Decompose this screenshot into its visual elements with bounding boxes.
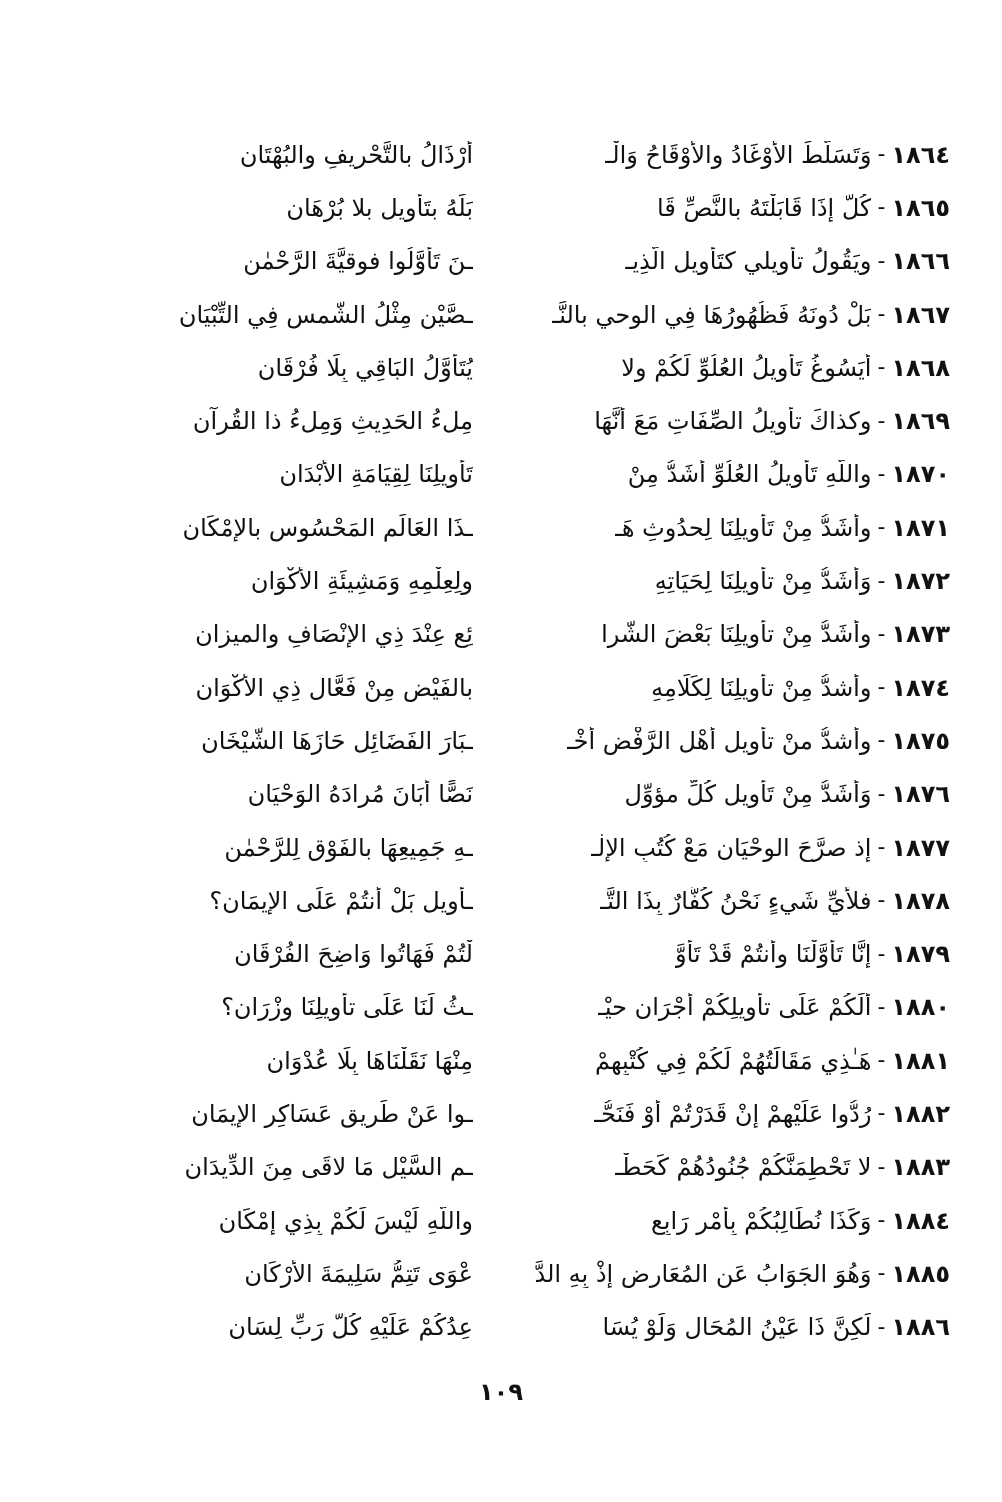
verse-line [60,768,950,821]
verse-second-hemistich: يُتَأَوَّلُ البَاقِي بِلَا فُرْقَانِ [257,353,473,382]
verse-number-dash: - [877,515,886,541]
verse-number-dash: - [877,994,886,1020]
poem-body [60,128,950,1354]
verse-number-dash: - [877,675,886,701]
verse-line [60,1141,950,1194]
verse-second-hemistich: ـأويلِ بَلْ أنتُمْ عَلَى الإيمَانِ؟ [209,886,473,915]
first-hemistich-text: وأَشَدُّ مِنْ تأويلِنَا بَعْضَ الشَّرا [601,620,872,649]
verse-line [60,1194,950,1247]
first-hemistich-text: كُلٌّ إذَا قَابَلْتَهُ بالنَّصِّ قَا [657,193,872,222]
first-hemistich-text: وَهُوَ الجَوَابُ عَنِ المُعَارِضِ إِذْ بِهِ الدَّ [534,1259,872,1288]
verse-first-hemistich [495,1260,950,1288]
verse-first-hemistich [495,1207,950,1235]
verse-first-hemistich [495,1313,950,1341]
verse-number: ١٨٨٤ [891,1206,950,1235]
verse-number: ١٨٨٢ [891,1099,950,1128]
verse-number: ١٨٧٦ [891,780,950,809]
verse-second-hemistich: ـذَا العَالَمِ المَحْسُوسِ بالإمْكَانِ [182,513,473,542]
verse-first-hemistich [495,727,950,755]
verse-number-dash: - [877,195,886,221]
verse-number: ١٨٨٠ [891,993,950,1022]
first-hemistich-text: واللّهِ تَأْويلُ العُلُوِّ أَشَدُّ مِنْ [627,460,872,489]
first-hemistich-text: لَكِنَّ ذَا عَيْنُ المُحَالِ وَلَوْ يُسَا [602,1313,872,1342]
verse-second-hemistich: ـهِ جَمِيعِهَا بالفَوْقِ لِلرَّحْمٰنِ [224,833,473,862]
verse-line [60,448,950,501]
first-hemistich-text: لا تَحْطِمَنَّكُمْ جُنُودُهُمْ كَحَطْـ [615,1153,872,1182]
page-number: ١٠٩ [479,1378,523,1406]
verse-line [60,1247,950,1300]
verse-first-hemistich [495,834,950,862]
verse-line [60,128,950,181]
verse-number: ١٨٦٨ [891,353,950,382]
verse-line [60,181,950,234]
verse-first-hemistich [495,1153,950,1181]
verse-number-dash: - [877,941,886,967]
verse-number: ١٨٦٥ [891,193,950,222]
verse-first-hemistich [495,460,950,488]
first-hemistich-text: إنَّا تَأَوَّلْنَا وأنتُمْ قَدْ تَأَوَّ [675,940,872,969]
verse-second-hemistich: بَلَهُ بتَأْويلٍ بلا بُرْهَانِ [286,193,473,222]
verse-second-hemistich: مِلءُ الحَدِيثِ وَمِلءُ ذا القُرآنِ [192,407,473,436]
verse-line [60,341,950,394]
first-hemistich-text: ألَكُمْ عَلَى تأويلِكُمْ أجْرَانِ حيْـ [597,993,872,1022]
verse-line [60,821,950,874]
first-hemistich-text: هَـٰذِي مَقَالَتُهُمْ لَكُمْ فِي كُتْبِهِمْ [595,1046,872,1075]
verse-line [60,1034,950,1087]
verse-number: ١٨٦٤ [891,140,950,169]
verse-second-hemistich: ـبَارَ الفَضَائِلِ حَازَهَا الشَّيْخَانِ [201,726,473,755]
verse-second-hemistich: مِنْهَا نَقَلْنَاهَا بِلَا عُدْوَانِ [266,1046,473,1075]
verse-first-hemistich [495,407,950,435]
verse-line [60,661,950,714]
verse-first-hemistich [495,620,950,648]
verse-first-hemistich [495,141,950,169]
verse-second-hemistich: ئِعِ عِنْدَ ذِي الإنْصَافِ والميزانِ [195,620,473,649]
verse-line [60,714,950,767]
verse-number-dash: - [877,1261,886,1287]
verse-line [60,981,950,1034]
verse-number-dash: - [877,1048,886,1074]
first-hemistich-text: ويَقُولُ تأويلي كتَأْويلِ الَّذِيـ [625,247,872,276]
verse-number-dash: - [877,781,886,807]
verse-number: ١٨٧٣ [891,620,950,649]
first-hemistich-text: أيَسُوغُ تَأْويلُ العُلُوِّ لَكُمْ ولا [621,353,872,382]
verse-first-hemistich [495,567,950,595]
verse-number-dash: - [877,461,886,487]
verse-first-hemistich [495,247,950,275]
verse-second-hemistich: تَأْوِيلِنَا لِقِيَامَةِ الأبْدَانِ [279,460,473,489]
verse-first-hemistich [495,514,950,542]
verse-number: ١٨٨٥ [891,1259,950,1288]
first-hemistich-text: رُدُّوا عَلَيْهِمْ إنْ قَدَرْتُمْ أوْ فَنَحُّـ [594,1099,872,1128]
verse-line [60,554,950,607]
verse-number-dash: - [877,1154,886,1180]
verse-number: ١٨٧٤ [891,673,950,702]
verse-number-dash: - [877,568,886,594]
verse-first-hemistich [495,354,950,382]
verse-number-dash: - [877,408,886,434]
verse-number-dash: - [877,1208,886,1234]
first-hemistich-text: إذ صرَّحَ الوحْيَانِ مَعْ كُتُبِ الإلٰـ [590,833,872,862]
verse-number-dash: - [877,888,886,914]
verse-first-hemistich [495,940,950,968]
first-hemistich-text: وكذاكَ تأويلُ الصِّفَاتِ مَعَ أنَّهَا [594,407,872,436]
verse-line [60,1301,950,1354]
verse-number: ١٨٨٦ [891,1313,950,1342]
verse-line [60,927,950,980]
first-hemistich-text: فلأيِّ شَيءٍ نَحْنُ كُفَّارٌ بِذَا التَّـ [600,886,872,915]
verse-line [60,608,950,661]
verse-first-hemistich [495,674,950,702]
verse-line [60,235,950,288]
verse-second-hemistich: واللّهِ لَيْسَ لَكُمْ بِذِي إمْكَانِ [218,1206,473,1235]
verse-number: ١٨٧٠ [891,460,950,489]
verse-line [60,394,950,447]
verse-second-hemistich: أرْذَالُ بالتَّحْريفِ والبُهْتَانِ [239,140,473,169]
first-hemistich-text: وَكَذَا نُطَالِبُكُمْ بِأَمْرٍ رَابِعٍ [651,1206,872,1235]
verse-second-hemistich: ـمِ السَّيْلِ مَا لاقَى مِنَ الدِّيدَانِ [184,1153,473,1182]
verse-line [60,874,950,927]
verse-number: ١٨٦٦ [891,247,950,276]
verse-line [60,501,950,554]
verse-second-hemistich: عِدُكُمْ عَلَيْهِ كُلُّ رَبِّ لِسَانِ [228,1313,473,1342]
verse-first-hemistich [495,780,950,808]
verse-number-dash: - [877,355,886,381]
verse-line [60,288,950,341]
verse-number-dash: - [877,248,886,274]
verse-number: ١٨٧٩ [891,940,950,969]
verse-number: ١٨٧٧ [891,833,950,862]
verse-second-hemistich: نَصًّا أبَانَ مُرادَهُ الوَحْيَانِ [247,780,473,809]
verse-number-dash: - [877,835,886,860]
verse-number: ١٨٦٧ [891,300,950,329]
verse-first-hemistich [495,1100,950,1128]
verse-first-hemistich [495,993,950,1021]
first-hemistich-text: وَتَسَلَّطَ الأوْغَادُ والأوْقَاحُ وَالْـ [605,140,872,169]
verse-first-hemistich [495,887,950,915]
verse-first-hemistich [495,301,950,329]
verse-second-hemistich: عْوَى تَتِمُّ سَلِيمَةَ الأرْكَانِ [244,1259,473,1288]
verse-number: ١٨٨١ [891,1046,950,1075]
verse-second-hemistich: ـنَ تَأَوَّلُوا فوقيَّةَ الرَّحْمٰنِ [243,247,473,276]
verse-first-hemistich [495,194,950,222]
first-hemistich-text: وَأَشَدُّ مِنْ تأويلِنَا لِحَيَاتِهِ [654,567,872,596]
first-hemistich-text: وأشدُّ مِنْ تأويلِنَا لِكَلَامِهِ [651,673,872,702]
verse-line [60,1087,950,1140]
verse-second-hemistich: لْتُمْ فَهَاتُوا وَاضِحَ الفُرْقَانِ [234,940,473,969]
verse-number-dash: - [877,728,886,754]
verse-number: ١٨٧٢ [891,567,950,596]
verse-first-hemistich [495,1047,950,1075]
verse-second-hemistich: ـوا عَنْ طَرِيقِ عَسَاكِرِ الإيمَانِ [191,1099,473,1128]
first-hemistich-text: بَلْ دُونَهُ فَظُهُورُهَا فِي الوحي بالنَّـ [552,300,872,329]
first-hemistich-text: وأشَدُّ مِنْ تَأْوِيلِنَا لِحدُوثِ هَـ [614,513,872,542]
verse-number: ١٨٧٥ [891,726,950,755]
first-hemistich-text: وأشدُّ منْ تأويلِ أهْلِ الرَّفْضِ أخْـ [566,726,872,755]
verse-number-dash: - [877,1314,886,1340]
verse-number-dash: - [877,1101,886,1127]
verse-number-dash: - [877,302,886,328]
verse-number: ١٨٧١ [891,513,950,542]
verse-number: ١٨٨٣ [891,1153,950,1182]
verse-number: ١٨٦٩ [891,407,950,436]
verse-second-hemistich: ـصَّيْنِ مِثْلُ الشَّمسِ فِي التِّبْيَانِ [178,300,473,329]
verse-number-dash: - [877,621,886,647]
verse-second-hemistich: ولِعِلْمِهِ وَمَشِيئَةِ الأكْوَانِ [250,567,473,596]
verse-number-dash: - [877,142,886,168]
verse-second-hemistich: بالفَيْضِ مِنْ فَعَّالِ ذِي الأكْوَانِ [195,673,473,702]
first-hemistich-text: وَأَشَدُّ مِنْ تَأْوِيلِ كُلِّ مؤوِّلٍ [624,780,872,809]
verse-second-hemistich: ـثُ لَنَا عَلَى تأويلِنَا وِزْرَانِ؟ [221,993,473,1022]
verse-number: ١٨٧٨ [891,886,950,915]
